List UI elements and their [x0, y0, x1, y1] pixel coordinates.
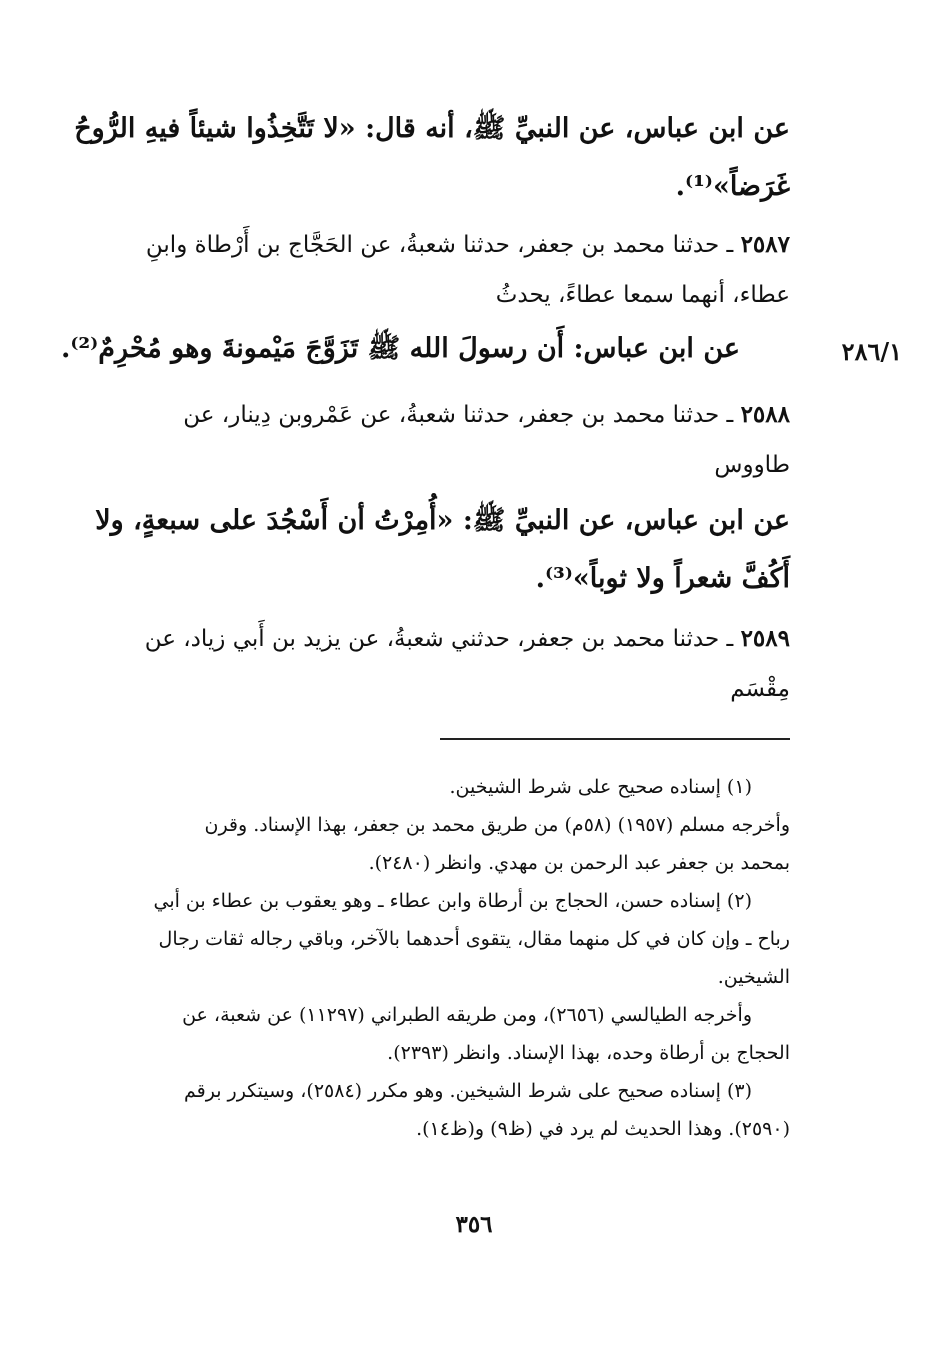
footnote-line: (١) إسناده صحيح على شرط الشيخين. [449, 776, 752, 798]
text-line [90, 614, 790, 664]
text-line: عطاء، أنهما سمعا عطاءً، يحدثُ [495, 282, 790, 308]
hadith-2589-sanad [90, 614, 790, 714]
footnote-3 [90, 1072, 790, 1148]
footnote-line: (٣) إسناده صحيح على شرط الشيخين. وهو مكرر (٢٥٨٤)، وسيتكرر برقم [183, 1080, 752, 1102]
footnote-2 [90, 882, 790, 1072]
footnotes [90, 768, 790, 1148]
footnote-line: (٢) إسناده حسن، الحجاج بن أرطاة وابن عطاء ـ وهو يعقوب بن عطاء بن أبي [153, 890, 752, 912]
hadith-2587-matn [60, 320, 790, 378]
hadith-2588-matn [90, 492, 790, 608]
sanad-text: ـ حدثنا محمد بن جعفر، حدثنا شعبةُ، عن الحَجَّاج بن أَرْطاة وابنِ [145, 232, 734, 258]
hadith-number: ٢٥٨٧ [740, 231, 790, 258]
margin-reference: ٢٨٦/١ [841, 337, 902, 366]
footnote-line: الحجاج بن أرطاة وحده، بهذا الإسناد. وانظر (٢٣٩٣). [387, 1042, 790, 1064]
footnote-line: بمحمد بن جعفر عبد الرحمن بن مهدي. وانظر (٢٤٨٠). [368, 852, 790, 874]
footnote-line: وأخرجه الطيالسي (٢٦٥٦)، ومن طريقه الطبراني (١١٢٩٧) عن شعبة، عن [182, 1004, 752, 1026]
text-line: عن ابن عباس، عن النبيِّ ﷺ: «أُمِرْتُ أن أَسْجُدَ على سبعةٍ، ولا [95, 505, 790, 536]
text-line [90, 390, 790, 440]
text-line: طاووس [714, 452, 790, 478]
text-line [90, 220, 790, 270]
footnote-line: وأخرجه مسلم (١٩٥٧) (٥٨م) من طريق محمد بن جعفر، بهذا الإسناد. وقرن [204, 814, 790, 836]
footnote-line: (٢٥٩٠). وهذا الحديث لم يرد في (ظ٩) و(ظ١٤). [416, 1118, 790, 1140]
footnote-line: الشيخين. [717, 966, 790, 988]
hadith-2586-matn [74, 100, 790, 216]
footnote-line: رباح ـ وإن كان في كل منهما مقال، يتقوى أحدهما بالآخر، وباقي رجاله ثقات رجال [158, 928, 790, 950]
page-number: ٣٥٦ [455, 1211, 493, 1238]
sanad-text: ـ حدثنا محمد بن جعفر، حدثنا شعبةُ، عن عَمْروبن دِينار، عن [183, 402, 734, 428]
hadith-number: ٢٥٨٨ [740, 401, 790, 428]
footnote-divider [440, 738, 790, 740]
text-line: عن ابن عباس، عن النبيِّ ﷺ، أنه قال: «لا تَتَّخِذُوا شيئاً فيهِ الرُّوحُ [74, 113, 790, 144]
hadith-2588-sanad [90, 390, 790, 490]
sanad-text: ـ حدثنا محمد بن جعفر، حدثني شعبةُ، عن يزيد بن أَبي زياد، عن [144, 626, 734, 652]
hadith-number: ٢٥٨٩ [740, 625, 790, 652]
text-line: غَرَضاً»⁽¹⁾. [675, 171, 790, 202]
text-line: مِقْسَم [730, 676, 790, 702]
hadith-2587-sanad [90, 220, 790, 320]
footnote-1 [90, 768, 790, 882]
text-line: عن ابن عباس: أَن رسولَ الله ﷺ تَزَوَّجَ مَيْمونةَ وهو مُحْرِمٌ⁽²⁾. [60, 333, 740, 364]
text-line: أَكُفَّ شعراً ولا ثوباً»⁽³⁾. [535, 563, 790, 594]
